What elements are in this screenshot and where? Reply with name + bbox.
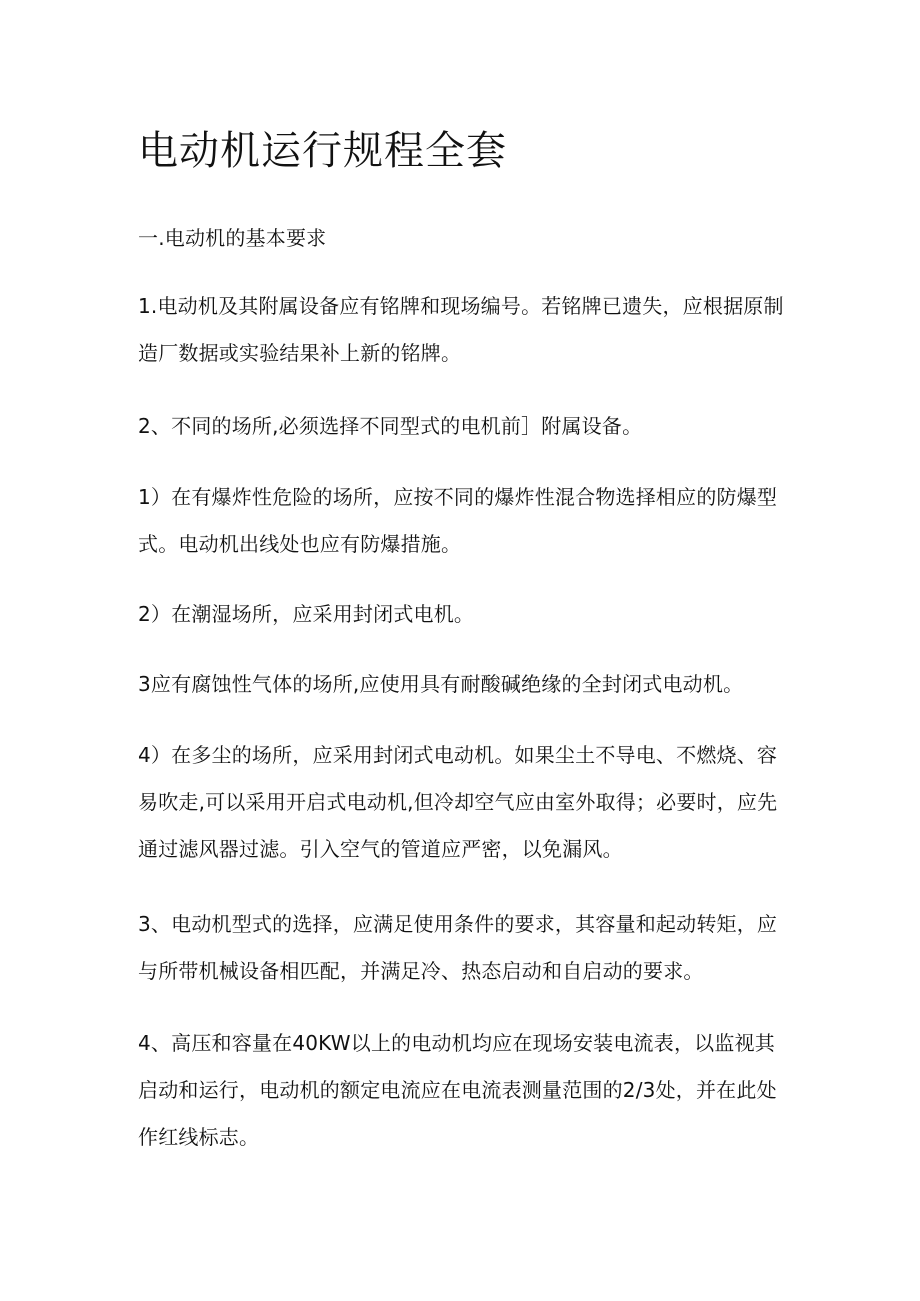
paragraph-3: 1）在有爆炸性危险的场所，应按不同的爆炸性混合物选择相应的防爆型式。电动机出线处也应有防爆措施。 (138, 485, 778, 556)
document-title: 电动机运行规程全套 (138, 128, 507, 174)
paragraph-6: 4）在多尘的场所，应采用封闭式电动机。如果尘土不导电、不燃烧、容易吹走,可以采用开启式电动机,但冷却空气应由室外取得；必要时，应先通过滤风器过滤。引入空气的管道应严密，以免漏风。 (138, 743, 778, 861)
paragraph-5: 3应有腐蚀性气体的场所,应使用具有耐酸碱绝缘的全封闭式电动机。 (138, 672, 744, 696)
section-heading: 一.电动机的基本要求 (138, 226, 327, 250)
paragraph-7: 3、电动机型式的选择，应满足使用条件的要求，其容量和起动转矩，应与所带机械设备相匹配，并满足冷、热态启动和自启动的要求。 (138, 912, 778, 983)
paragraph-8: 4、高压和容量在40KW以上的电动机均应在现场安装电流表，以监视其启动和运行，电动机的额定电流应在电流表测量范围的2/3处，并在此处作红线标志。 (138, 1031, 777, 1149)
paragraph-4: 2）在潮湿场所，应采用封闭式电机。 (138, 602, 475, 626)
paragraph-1: 1.电动机及其附属设备应有铭牌和现场编号。若铭牌已遗失，应根据原制造厂数据或实验结果补上新的铭牌。 (138, 294, 784, 365)
paragraph-2: 2、不同的场所,必须选择不同型式的电机前］附属设备。 (138, 414, 643, 438)
